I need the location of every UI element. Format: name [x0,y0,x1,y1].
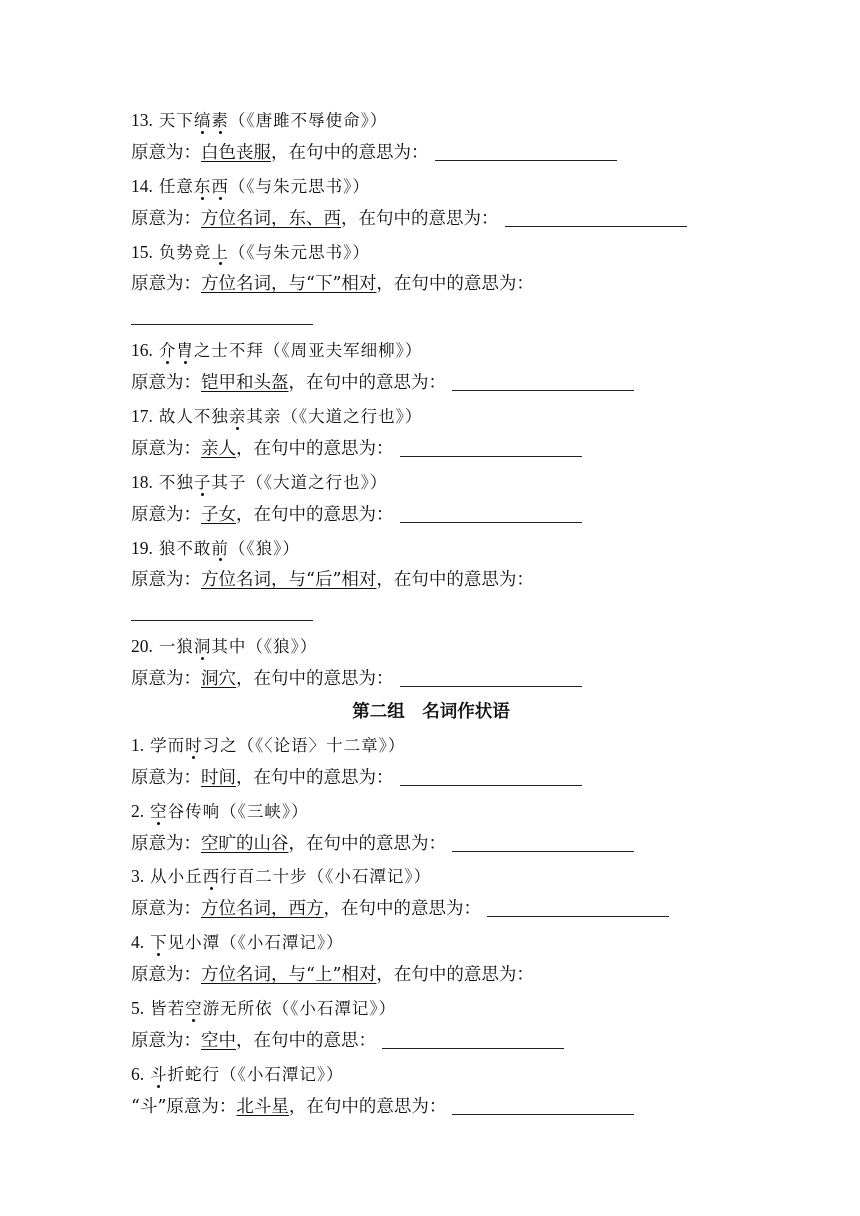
original-meaning: 方位名词，与“下”相对 [201,274,377,295]
group2-question-6: 6. 斗折蛇行（《小石潭记》） [131,1058,771,1091]
emphasized-word: 子 [194,467,212,500]
group2-answer-3: 原意为：方位名词，西方，在句中的意思为： [131,893,771,926]
emphasized-word: 下 [150,927,168,960]
question-17: 17. 故人不独亲其亲（《大道之行也》） [131,400,771,433]
answer-20: 原意为：洞穴，在句中的意思为： [131,663,771,696]
emphasized-word: 洞 [194,631,212,664]
emphasized-word: 上 [211,237,229,270]
question-14: 14. 任意东西（《与朱元思书》） [131,170,771,203]
original-meaning: 方位名词，与“上”相对 [201,965,377,986]
group2-question-5: 5. 皆若空游无所依（《小石潭记》） [131,992,771,1025]
answer-14: 原意为：方位名词，东、西，在句中的意思为： [131,203,771,236]
answer-13: 原意为：白色丧服，在句中的意思为： [131,137,771,170]
answer-blank-18[interactable] [400,521,582,523]
answer-blank-17[interactable] [400,455,582,457]
answer-18: 原意为：子女，在句中的意思为： [131,499,771,532]
group2-question-3: 3. 从小丘西行百二十步（《小石潭记》） [131,860,771,893]
emphasized-word: 前 [211,533,229,566]
group2-question-1: 1. 学而时习之（《〈论语〉十二章》） [131,729,771,762]
answer-19: 原意为：方位名词，与“后”相对，在句中的意思为： [131,570,534,591]
original-meaning: 方位名词，西方 [201,899,324,920]
group2-answer-blank-2[interactable] [452,850,634,852]
answer-blank-15[interactable] [131,323,313,325]
group2-answer-blank-5[interactable] [382,1047,564,1049]
emphasized-word: 缟素 [194,111,229,130]
original-meaning: 方位名词，与“后”相对 [201,570,377,591]
original-meaning: 时间 [201,767,236,788]
answer-17: 原意为：亲人，在句中的意思为： [131,433,771,466]
original-meaning: 白色丧服 [201,142,271,163]
answer-blank-19[interactable] [131,619,313,621]
answer-19-blank-line [131,597,771,630]
section-title: 第二组 名词作状语 [352,702,510,723]
group2-answer-blank-6[interactable] [452,1113,634,1115]
original-meaning: 北斗星 [236,1096,289,1117]
original-meaning: 洞穴 [201,669,236,690]
original-meaning: 亲人 [201,438,236,459]
emphasized-word: 西 [203,861,221,894]
question-16: 16. 介胄之士不拜（《周亚夫军细柳》） [131,334,771,367]
emphasized-word: 斗 [150,1059,168,1092]
question-15: 15. 负势竞上（《与朱元思书》） [131,236,771,269]
group2-answer-blank-3[interactable] [487,915,669,917]
group2-answer-6: “斗”原意为：北斗星，在句中的意思为： [131,1091,771,1124]
worksheet [131,104,771,1124]
emphasized-word: 东西 [194,177,229,196]
emphasized-word: 空 [185,993,203,1026]
question-13: 13. 天下缟素（《唐雎不辱使命》） [131,104,771,137]
emphasized-word: 时 [185,730,203,763]
group2-answer-2: 原意为：空旷的山谷，在句中的意思为： [131,828,771,861]
answer-blank-13[interactable] [435,159,617,161]
answer-blank-14[interactable] [505,225,687,227]
question-18: 18. 不独子其子（《大道之行也》） [131,466,771,499]
group2-question-4: 4. 下见小潭（《小石潭记》） [131,926,771,959]
emphasized-word: 介胄 [159,341,194,360]
original-meaning: 空旷的山谷 [201,833,289,854]
question-19: 19. 狼不敢前（《狼》） [131,532,771,565]
answer-15: 原意为：方位名词，与“下”相对，在句中的意思为： [131,274,534,295]
original-meaning: 空中 [201,1030,236,1051]
group2-answer-4: 原意为：方位名词，与“上”相对，在句中的意思为： [131,965,534,986]
original-meaning: 方位名词，东、西 [201,208,341,229]
emphasized-word: 亲 [229,401,247,434]
answer-16: 原意为：铠甲和头盔，在句中的意思为： [131,367,771,400]
emphasized-word: 空 [150,796,168,829]
group2-answer-5: 原意为：空中，在句中的意思： [131,1025,771,1058]
group2-question-2: 2. 空谷传响（《三峡》） [131,795,771,828]
original-meaning: 子女 [201,504,236,525]
group2-answer-blank-1[interactable] [400,784,582,786]
group2-answer-1: 原意为：时间，在句中的意思为： [131,762,771,795]
answer-blank-16[interactable] [452,389,634,391]
original-meaning: 铠甲和头盔 [201,373,289,394]
answer-blank-20[interactable] [400,685,582,687]
answer-15-blank-line [131,301,771,334]
question-20: 20. 一狼洞其中（《狼》） [131,630,771,663]
